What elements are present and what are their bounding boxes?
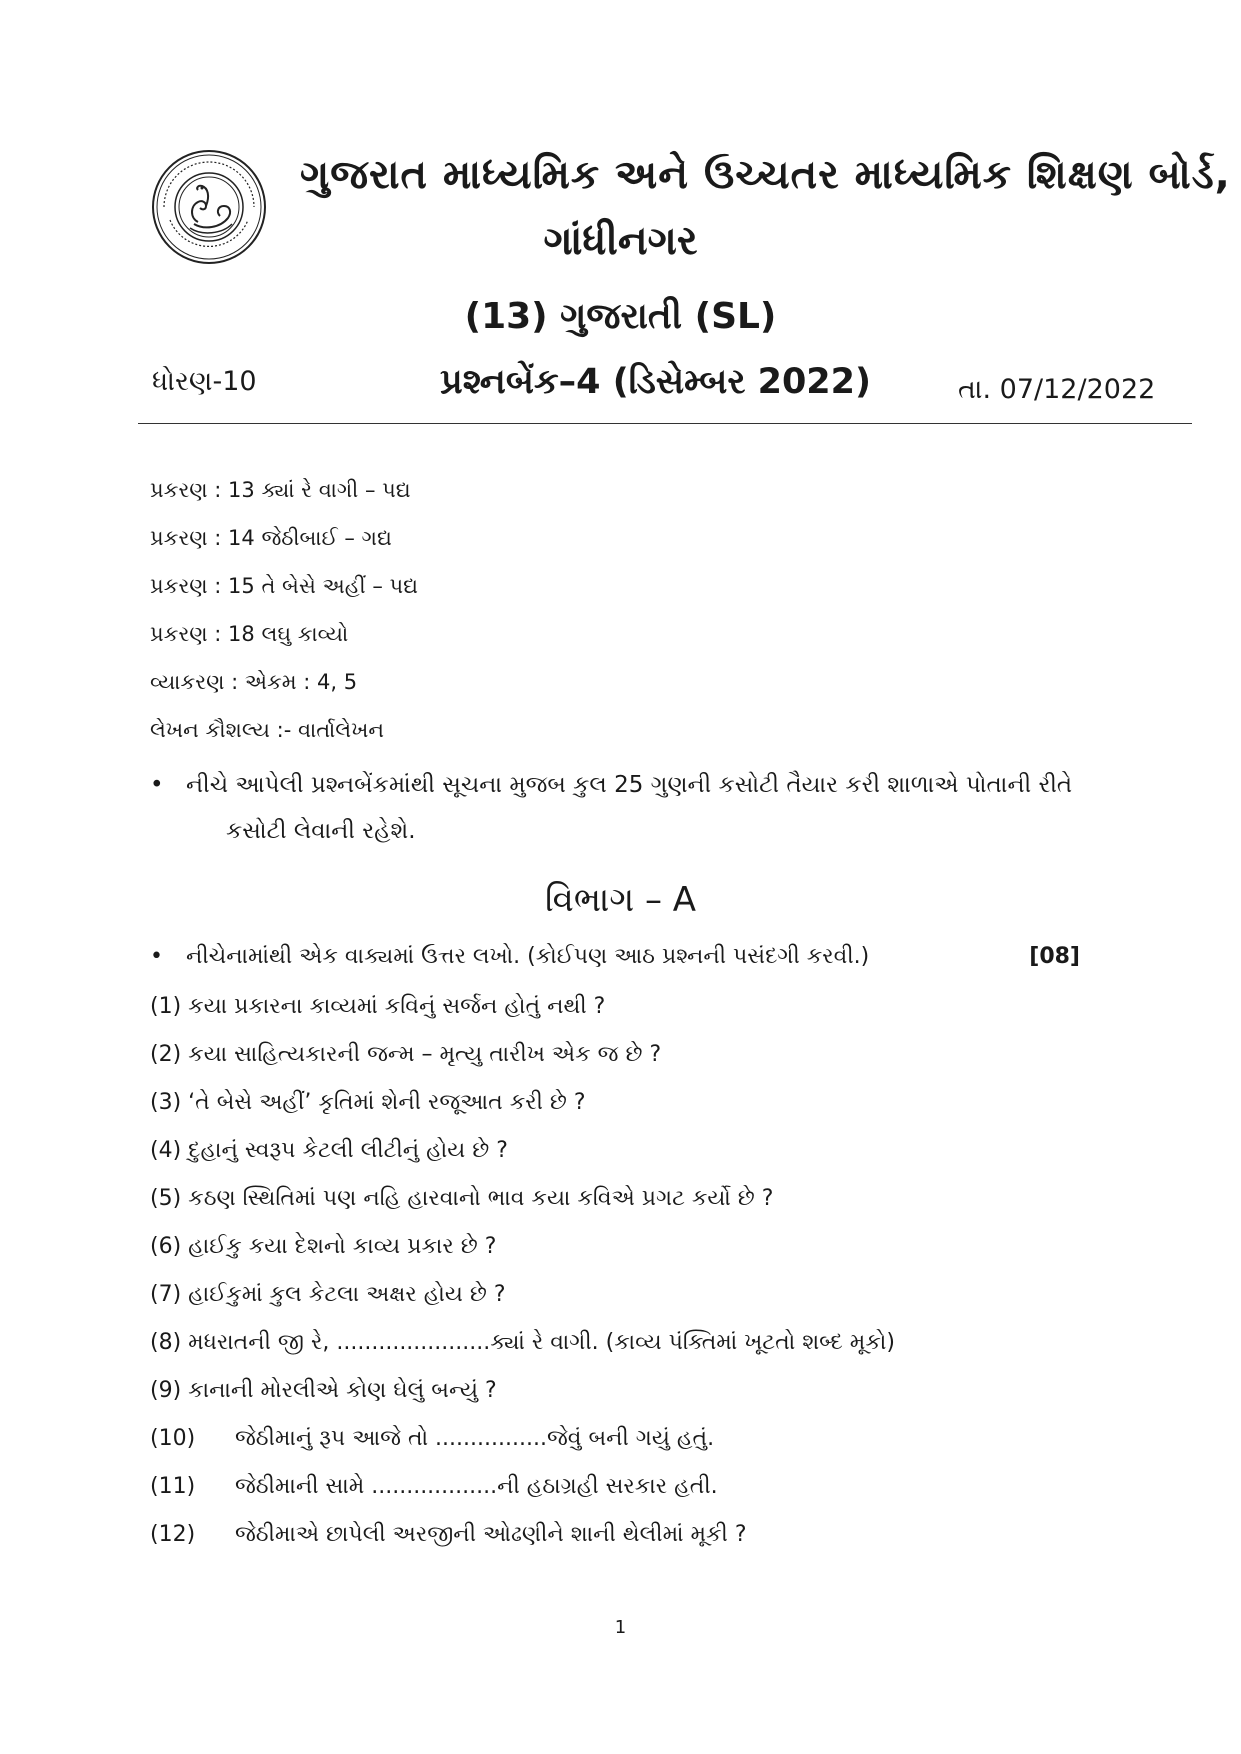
- question-item: [150, 1426, 714, 1451]
- question-number: (7): [150, 1282, 182, 1307]
- topic-item: લેખન કૌશલ્ય :- વાર્તાલેખન: [150, 718, 385, 742]
- standard-label: ધોરણ-10: [152, 366, 257, 397]
- question-item: [150, 1282, 506, 1307]
- question-text: કયા સાહિત્યકારની જન્મ – મૃત્યુ તારીખ એક જ છે ?: [188, 1042, 662, 1067]
- question-item: [150, 1330, 895, 1355]
- question-text: કઠણ સ્થિતિમાં પણ નહિ હારવાનો ભાવ કયા કવિએ પ્રગટ કર્યો છે ?: [188, 1186, 774, 1211]
- question-text: ‘તે બેસે અહીં’ કૃતિમાં શેની રજૂઆત કરી છે ?: [188, 1090, 586, 1115]
- question-number: (4): [150, 1138, 182, 1163]
- question-number: (12): [150, 1522, 196, 1547]
- instruction-note: [150, 762, 1150, 854]
- section-title: વિભાગ – A: [544, 880, 697, 920]
- bullet-icon: •: [150, 772, 164, 798]
- topic-item: પ્રકરણ : 13 ક્યાં રે વાગી – પદ્ય: [150, 478, 411, 502]
- question-text: હાઈકુ કયા દેશનો કાવ્ય પ્રકાર છે ?: [188, 1234, 497, 1259]
- topic-item: પ્રકરણ : 18 લઘુ કાવ્યો: [150, 622, 349, 646]
- question-item: [150, 1378, 497, 1403]
- question-text: જેઠીમાએ છાપેલી અરજીની ઓઢણીને શાની થેલીમાં મૂકી ?: [235, 1522, 747, 1547]
- question-number: (9): [150, 1378, 182, 1403]
- board-name-line2: ગાંધીનગર: [543, 218, 698, 264]
- note-line2: કસોટી લેવાની રહેશે.: [226, 818, 416, 844]
- question-number: (8): [150, 1330, 182, 1355]
- instruction-text: નીચેનામાંથી એક વાક્યમાં ઉત્તર લખો. (કોઈપણ આઠ પ્રશ્નની પસંદગી કરવી.): [186, 944, 870, 969]
- marks-label: [08]: [1029, 944, 1080, 969]
- question-bank-title: પ્રશ્નબેંક–4 (ડિસેમ્બર 2022): [440, 362, 872, 402]
- question-item: [150, 994, 605, 1019]
- date-label: તા. 07/12/2022: [958, 374, 1156, 405]
- question-number: (3): [150, 1090, 182, 1115]
- question-item: [150, 1042, 661, 1067]
- header-divider: [138, 423, 1192, 424]
- question-number: (11): [150, 1474, 196, 1499]
- question-text: મધરાતની જી રે, ......................ક્યાં રે વાગી. (કાવ્ય પંક્તિમાં ખૂટતો શબ્દ મૂકો): [188, 1330, 895, 1355]
- question-text: કાનાની મોરલીએ કોણ ઘેલું બન્યું ?: [188, 1378, 497, 1403]
- question-item: [150, 1186, 773, 1211]
- question-number: (6): [150, 1234, 182, 1259]
- question-text: જેઠીમાની સામે ..................ની હઠાગ્રહી સરકાર હતી.: [235, 1474, 718, 1499]
- question-text: કયા પ્રકારના કાવ્યમાં કવિનું સર્જન હોતું નથી ?: [188, 994, 606, 1019]
- question-item: [150, 1138, 508, 1163]
- topic-item: વ્યાકરણ : એકમ : 4, 5: [150, 670, 358, 694]
- question-number: (10): [150, 1426, 196, 1451]
- bullet-icon: •: [150, 944, 163, 969]
- question-item: [150, 1522, 747, 1547]
- question-text: દુહાનું સ્વરૂપ કેટલી લીટીનું હોય છે ?: [188, 1138, 508, 1163]
- note-line1: નીચે આપેલી પ્રશ્નબેંકમાંથી સૂચના મુજબ કુલ 25 ગુણની કસોટી તૈયાર કરી શાળાએ પોતાની રીતે: [186, 772, 1073, 798]
- question-number: (1): [150, 994, 182, 1019]
- subject-title: (13) ગુજરાતી (SL): [464, 296, 777, 337]
- question-item: [150, 1234, 496, 1259]
- question-text: હાઈકુમાં કુલ કેટલા અક્ષર હોય છે ?: [188, 1282, 506, 1307]
- page-number: 1: [614, 1617, 627, 1638]
- question-item: [150, 1090, 586, 1115]
- board-name-line1: ગુજરાત માધ્યમિક અને ઉચ્ચતર માધ્યમિક શિક્ષણ બોર્ડ,: [300, 152, 1231, 198]
- question-item: [150, 1474, 718, 1499]
- question-text: જેઠીમાનું રૂપ આજે તો ................જેવું બની ગયું હતું.: [235, 1426, 715, 1451]
- question-number: (2): [150, 1042, 182, 1067]
- question-number: (5): [150, 1186, 182, 1211]
- topic-item: પ્રકરણ : 14 જેઠીબાઈ – ગદ્ય: [150, 526, 392, 550]
- topic-item: પ્રકરણ : 15 તે બેસે અહીં – પદ્ય: [150, 574, 419, 598]
